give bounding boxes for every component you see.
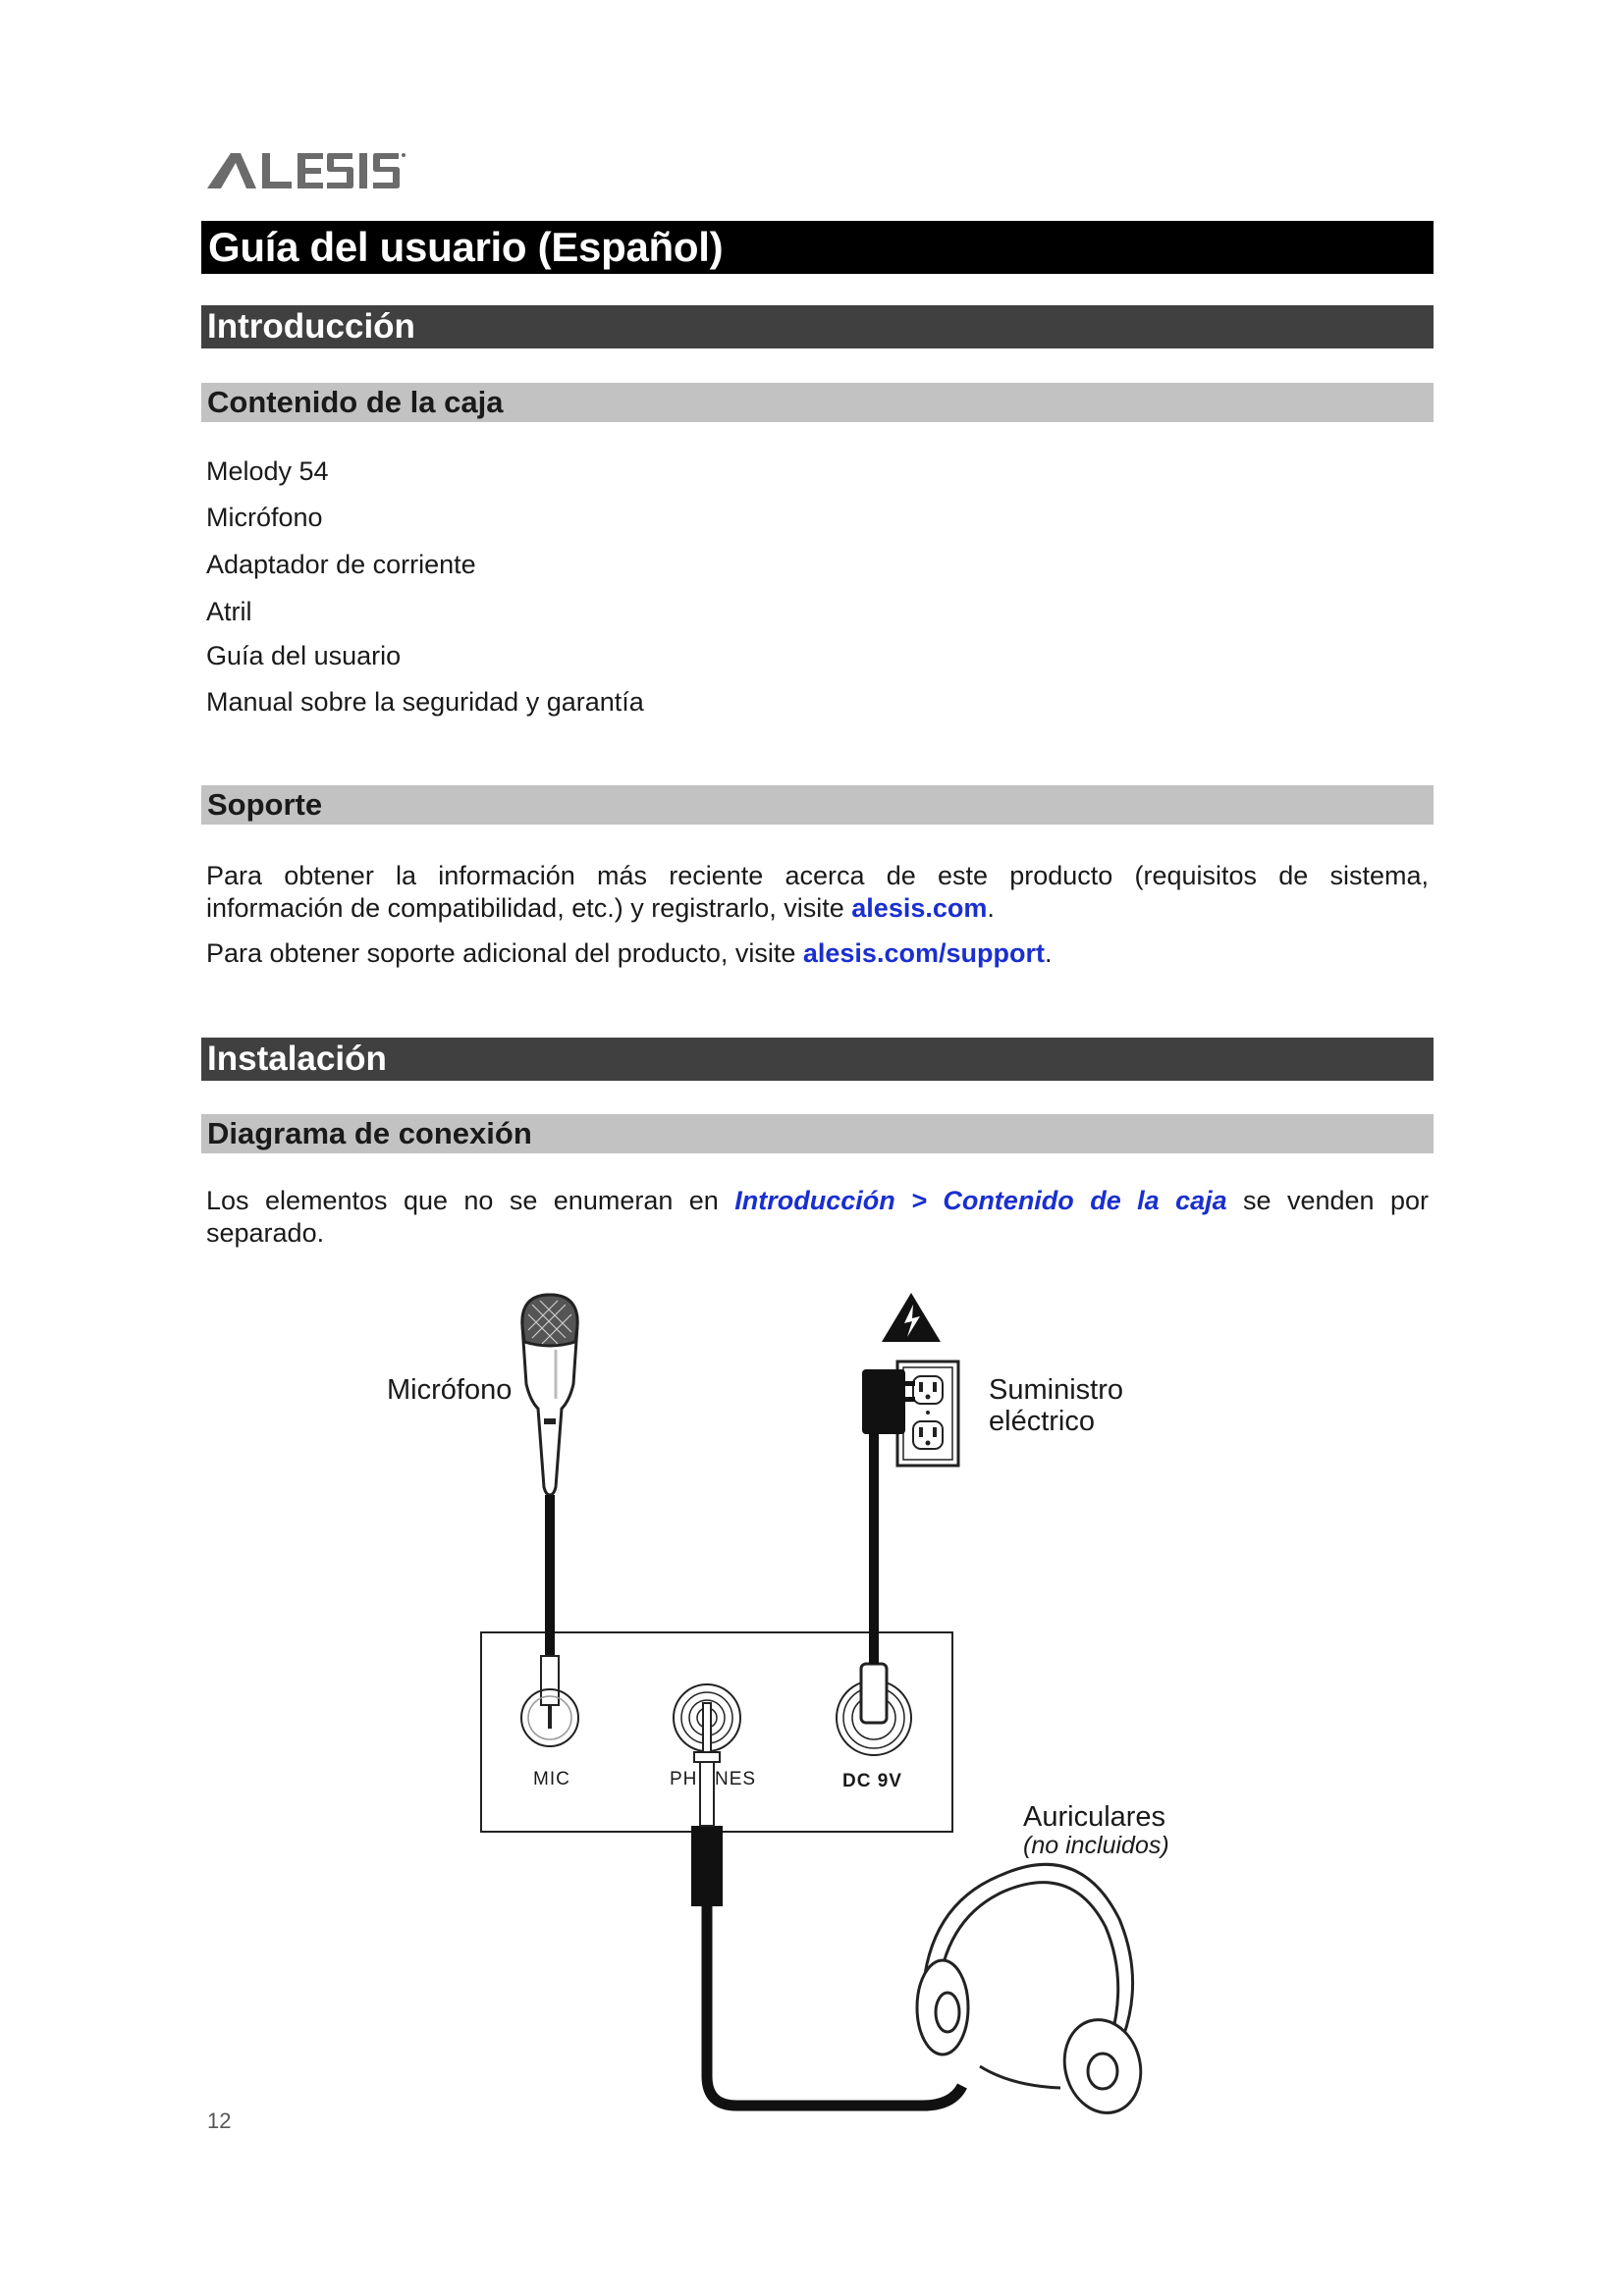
- support-p2-text: Para obtener soporte adicional del producto, visite: [206, 938, 803, 968]
- list-item: Manual sobre la seguridad y garantía: [206, 687, 644, 717]
- microphone-icon: [522, 1295, 577, 1495]
- support-paragraph-2: [206, 937, 1429, 970]
- section-install-title: Instalación: [207, 1040, 387, 1078]
- support-p1-line2: [206, 893, 995, 923]
- section-support-title: Soporte: [207, 787, 323, 822]
- port-label-dc: DC 9V: [842, 1771, 902, 1791]
- label-headphones-note: (no incluidos): [1023, 1832, 1169, 1859]
- alesis-logo: [205, 145, 406, 196]
- section-diagram-title: Diagrama de conexión: [207, 1116, 532, 1150]
- label-power-2: eléctrico: [989, 1406, 1095, 1437]
- install-text: Los elementos que no se enumeran en: [206, 1186, 735, 1215]
- support-p2-period: .: [1044, 938, 1053, 968]
- list-item: Micrófono: [206, 503, 323, 532]
- section-support-heading: [201, 785, 1434, 825]
- support-p1-text: información de compatibilidad, etc.) y registrarlo, visite: [206, 893, 852, 923]
- alesis-link[interactable]: alesis.com: [851, 893, 988, 923]
- section-intro-heading: [201, 305, 1434, 348]
- port-label-phones-a: PH: [670, 1769, 698, 1789]
- page-title-bar: [201, 221, 1434, 274]
- install-text-post: se venden por: [1226, 1186, 1429, 1215]
- headphones-icon: [917, 1864, 1151, 2121]
- support-paragraph-1: [206, 860, 1429, 925]
- page-title: Guía del usuario (Español): [208, 224, 724, 270]
- install-line1: [206, 1185, 1429, 1217]
- section-box-heading: [201, 383, 1434, 422]
- section-box-title: Contenido de la caja: [207, 385, 504, 419]
- list-item: Melody 54: [206, 456, 329, 486]
- warning-icon: [882, 1293, 941, 1342]
- alesis-logo-mark: [205, 145, 406, 196]
- section-install-heading: [201, 1038, 1434, 1081]
- port-label-mic: MIC: [533, 1769, 570, 1789]
- list-item: Guía del usuario: [206, 641, 402, 670]
- section-intro-title: Introducción: [207, 307, 415, 346]
- page-number: 12: [207, 2109, 232, 2133]
- label-headphones: Auriculares: [1023, 1801, 1166, 1833]
- connection-diagram: [373, 1291, 1208, 2130]
- list-item: Adaptador de corriente: [206, 550, 476, 579]
- label-power-1: Suministro: [989, 1374, 1123, 1406]
- power-outlet-icon: [897, 1362, 958, 1466]
- alesis-support-link[interactable]: alesis.com/support: [802, 938, 1045, 968]
- support-p1-line1: Para obtener la información más reciente acerca de este producto (requisitos de sistema,: [206, 861, 1429, 890]
- support-p1-period: .: [987, 893, 995, 923]
- label-microphone: Micrófono: [387, 1374, 513, 1406]
- install-line2: separado.: [206, 1218, 325, 1248]
- intro-box-link[interactable]: Introducción > Contenido de la caja: [734, 1186, 1227, 1215]
- list-item: Atril: [206, 597, 252, 626]
- section-diagram-heading: [201, 1114, 1434, 1153]
- port-label-phones-b: NES: [715, 1769, 757, 1789]
- install-paragraph: [206, 1185, 1429, 1250]
